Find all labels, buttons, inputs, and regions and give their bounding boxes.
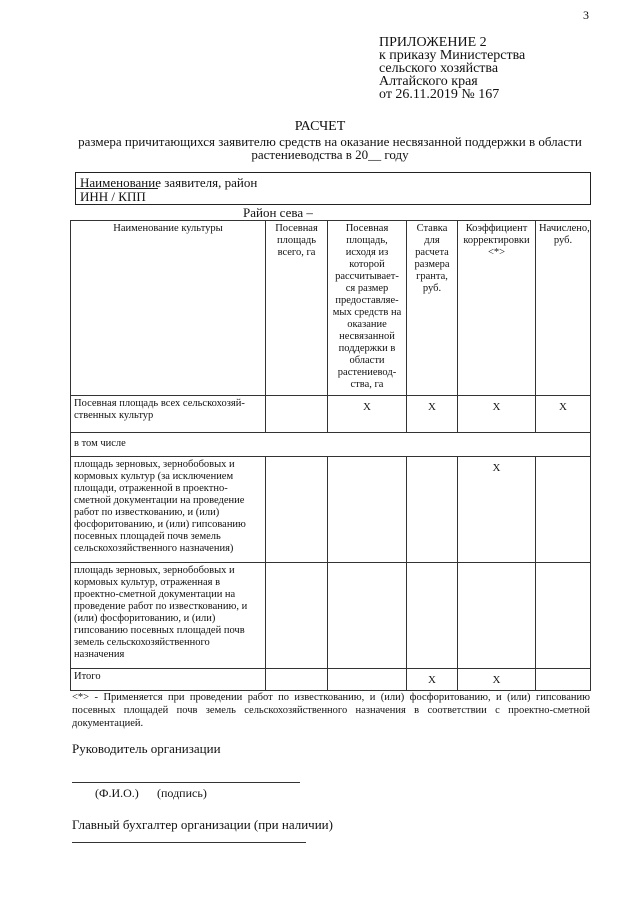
appendix-line: сельского хозяйства [379, 61, 499, 76]
calculation-table [70, 220, 591, 691]
column-header: Начислено, руб. [536, 221, 591, 396]
table-cell: X [328, 396, 407, 433]
document-title: РАСЧЕТ [294, 119, 346, 134]
appendix-line: от 26.11.2019 № 167 [379, 87, 500, 102]
row-label: в том числе [71, 433, 591, 457]
subtitle-line: размера причитающихся заявителю средств на оказание несвязанной поддержки в области [78, 134, 582, 149]
column-header: Наименование культуры [71, 221, 266, 396]
table-cell [266, 457, 328, 563]
table-cell [328, 457, 407, 563]
applicant-inn-label: ИНН / КПП [80, 189, 146, 204]
table-cell: X [458, 396, 536, 433]
row-label: площадь зерновых, зернобобовых и кормовых культур, отраженная в проектно-сметной документации на проведение работ по известкованию, и (или) фосфоритованию, и (или) гипсованию посевных площадей почв земель сельскохозяйственного назначения [71, 563, 266, 669]
row-label: Итого [71, 669, 266, 691]
table-cell [536, 457, 591, 563]
applicant-box [75, 172, 591, 205]
appendix-line: к приказу Министерства [379, 48, 526, 63]
accountant-signature-label: Главный бухгалтер организации (при наличии) [72, 817, 333, 832]
row-label: Посевная площадь всех сельскохозяй-ственных культур [71, 396, 266, 433]
column-header: Ставка для расчета размера гранта, руб. [407, 221, 458, 396]
fio-label: (Ф.И.О.) [95, 786, 139, 800]
table-cell [266, 396, 328, 433]
column-header: Коэффициент корректировки <*> [458, 221, 536, 396]
table-cell [266, 563, 328, 669]
column-header: Посевная площадь, исходя из которой рассчитывает-ся размер предоставляе-мых средств на оказание несвязанной поддержки в области растениевод-ства, га [328, 221, 407, 396]
signature-line [72, 842, 306, 843]
table-cell: X [407, 396, 458, 433]
row-label: площадь зерновых, зернобобовых и кормовых культур (за исключением площади, отраженной в проектно-сметной документации на проведение работ по известкованию, и (или) фосфоритованию, и (или) гипсованию посевных площадей почв земель сельскохозяйственного назначения) [71, 457, 266, 563]
subtitle-line: растениеводства в 20__ году [251, 147, 409, 162]
table-row [71, 457, 591, 563]
head-signature-label: Руководитель организации [72, 741, 221, 756]
sign-label: (подпись) [157, 786, 207, 800]
table-cell [328, 563, 407, 669]
appendix-line: ПРИЛОЖЕНИЕ 2 [379, 35, 487, 50]
table-cell [536, 563, 591, 669]
table-cell [407, 457, 458, 563]
footnote: <*> - Применяется при проведении работ по известкованию, и (или) фосфоритованию, и (или) гипсованию посевных площадей почв земель сельскохозяйственного назначения в соответствии с проектно-сметной документацией. [72, 692, 590, 729]
table-row [71, 563, 591, 669]
table-cell [266, 669, 328, 691]
table-cell [536, 669, 591, 691]
page-number: 3 [583, 8, 589, 22]
table-cell: X [458, 457, 536, 563]
table-row [71, 669, 591, 691]
signature-line [72, 782, 300, 783]
appendix-header [379, 36, 525, 101]
table-header-row [71, 221, 591, 396]
column-header: Посевная площадь всего, га [266, 221, 328, 396]
table-cell: X [407, 669, 458, 691]
table-row [71, 396, 591, 433]
region-label: Район сева – [243, 205, 313, 220]
appendix-line: Алтайского края [379, 74, 478, 89]
table-cell: X [536, 396, 591, 433]
table-row [71, 433, 591, 457]
table-cell [328, 669, 407, 691]
table-cell [407, 563, 458, 669]
table-cell: X [458, 669, 536, 691]
table-cell [458, 563, 536, 669]
document-subtitle [40, 135, 620, 161]
applicant-name-label: Наименование заявителя, район [80, 175, 258, 190]
